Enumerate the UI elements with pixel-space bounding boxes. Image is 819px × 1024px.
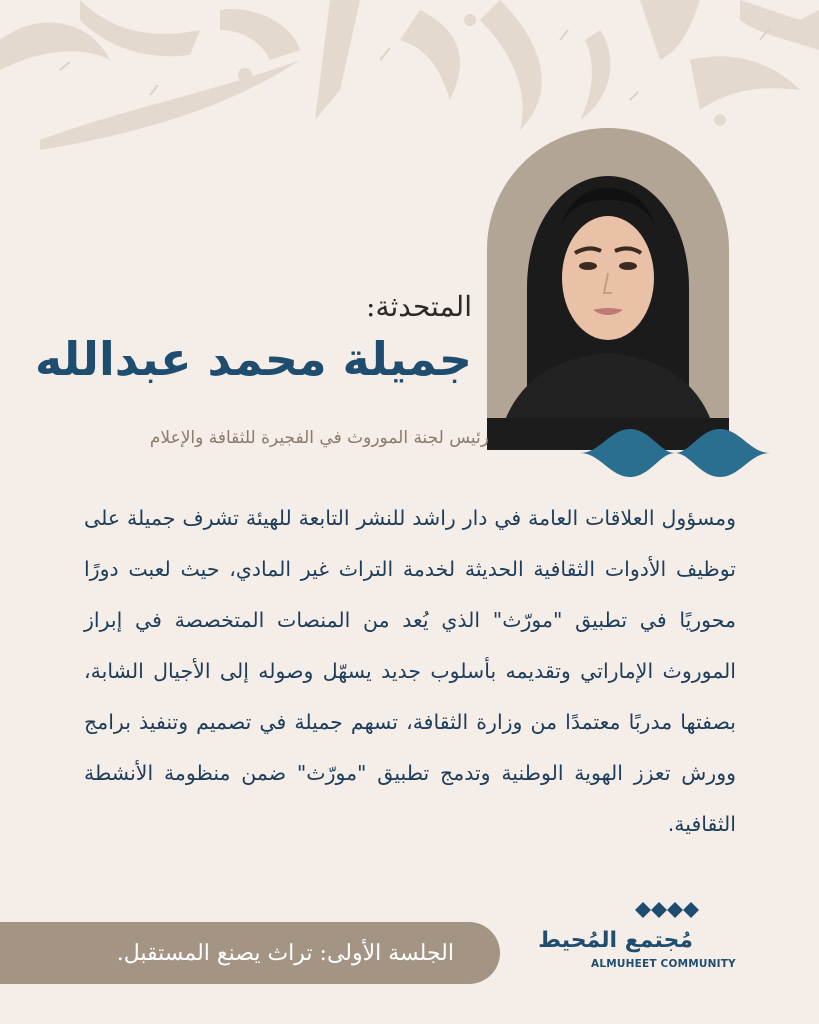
speaker-bio: ومسؤول العلاقات العامة في دار راشد للنشر التابعة للهيئة تشرف جميلة على توظيف الأدوات الثقافية الحديثة لخدمة التراث غير المادي، حيث لعبت دورًا محوريًا في تطبيق "مورّث" الذي يُعد من المنصات المتخصصة في إبراز الموروث الإماراتي وتقديمه بأسلوب جديد يسهّل وصوله إلى الأجيال الشابة، بصفتها مدربًا معتمدًا من وزارة الثقافة، تسهم جميلة في تصميم وتنفيذ برامج وورش تعزز الهوية الوطنية وتدمج تطبيق "مورّث" ضمن منظومة الأنشطة الثقافية. [84, 506, 736, 836]
almuheet-logo [538, 900, 765, 980]
speaker-label: المتحدثة: [366, 290, 472, 323]
speaker-title: رئيس لجنة الموروث في الفجيرة للثقافة والإعلام [149, 428, 489, 448]
logo-english-text: ALMUHEET COMMUNITY [591, 958, 736, 970]
wave-decoration [580, 425, 770, 481]
logo-arabic-text: مُجتمع المُحيط [538, 928, 693, 953]
speaker-name: جميلة محمد عبدالله [35, 332, 472, 386]
logo-waves-icon [635, 900, 699, 920]
speaker-photo [487, 128, 729, 450]
session-banner [0, 922, 500, 984]
session-title: الجلسة الأولى: تراث يصنع المستقبل. [116, 940, 454, 966]
